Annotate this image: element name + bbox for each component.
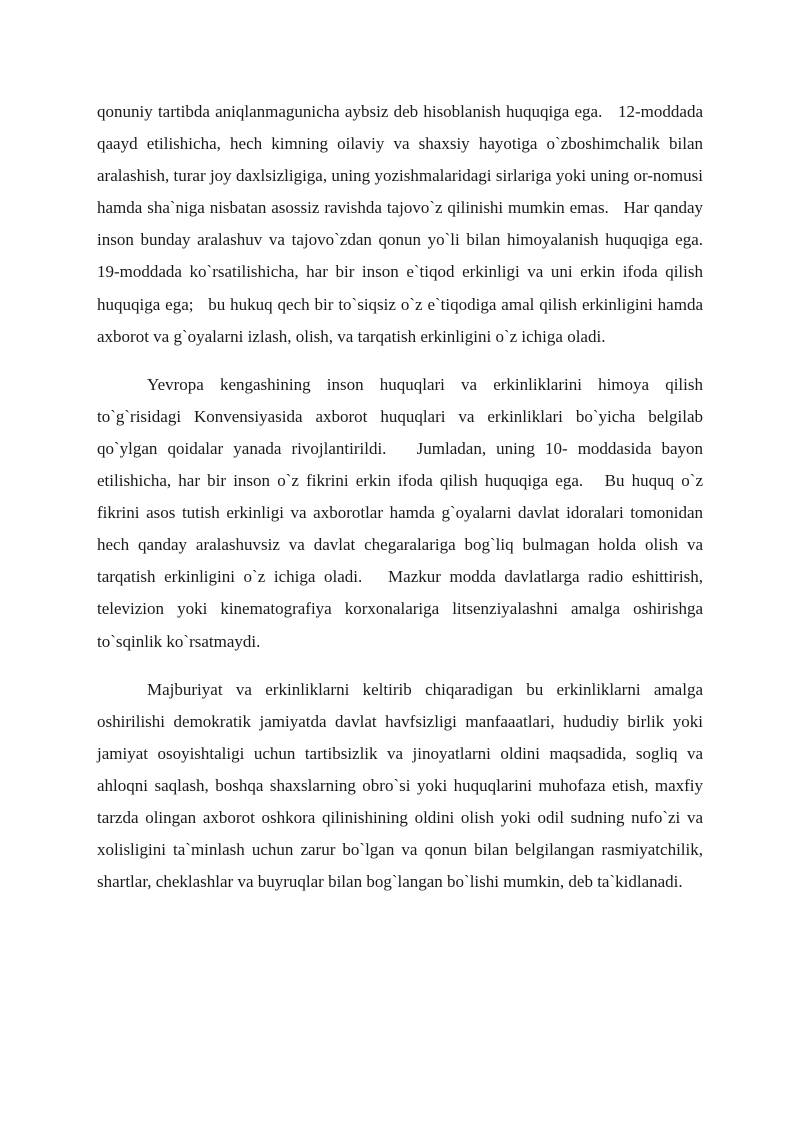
- paragraph-continued: qonuniy tartibda aniqlanmagunicha aybsiz deb hisoblanish huquqiga ega. 12-moddada qaayd etilishicha, hech kimning oilaviy va shaxsiy hayotiga o`zboshimchalik bilan aralashish, turar joy daxlsizligiga, uning yozishmalaridagi sirlariga yoki uning or-nomusi hamda sha`niga nisbatan asossiz ravishda tajovo`z qilinishi mumkin emas. Har qanday inson bunday aralashuv va tajovo`zdan qonun yo`li bilan himoyalanish huquqiga ega. 19-moddada ko`rsatilishicha, har bir inson e`tiqod erkinligi va uni erkin ifoda qilish huquqiga ega; bu hukuq qech bir to`siqsiz o`z e`tiqodiga amal qilish erkinligini hamda axborot va g`oyalarni izlash, olish, va tarqatish erkinligini o`z ichiga oladi.: [97, 102, 716, 346]
- paragraph-restrictions: Majburiyat va erkinliklarni keltirib chiqaradigan bu erkinliklarni amalga oshirilishi demokratik jamiyatda davlat havfsizligi manfaaatlari, hududiy birlik yoki jamiyat osoyishtaligi uchun tartibsizlik va jinoyatlarni oldini maqsadida, sogliq va ahloqni saqlash, boshqa shaxslarning obro`si yoki huquqlarini muhofaza etish, maxfiy tarzda olingan axborot oshkora qilinishining oldini olish yoki odil sudning nufo`zi va xolisligini ta`minlash uchun zarur bo`lgan va qonun bilan belgilangan rasmiyatchilik, shartlar, cheklashlar va buyruqlar bilan bog`langan bo`lishi mumkin, deb ta`kidlanadi.: [97, 679, 708, 892]
- paragraph-european-convention: Yevropa kengashining inson huquqlari va erkinliklarini himoya qilish to`g`risidagi Konvensiyasida axborot huquqlari va erkinliklari bo`yicha belgilab qo`ylgan qoidalar yanada rivojlantirildi. Jumladan, uning 10- moddasida bayon etilishicha, har bir inson o`z fikrini erkin ifoda qilish huquqiga ega. Bu huquq o`z fikrini asos tutish erkinligi va axborotlar hamda g`oyalarni davlat idoralari tomonidan hech qanday aralashuvsiz va davlat chegaralariga bog`liq bulmagan holda olish va tarqatish erkinligini o`z ichiga oladi. Mazkur modda davlatlarga radio eshittirish, televizion yoki kinematografiya korxonalariga litsenziyalashni amalga oshirishga to`sqinlik ko`rsatmaydi.: [97, 374, 708, 651]
- body-text: [97, 96, 716, 898]
